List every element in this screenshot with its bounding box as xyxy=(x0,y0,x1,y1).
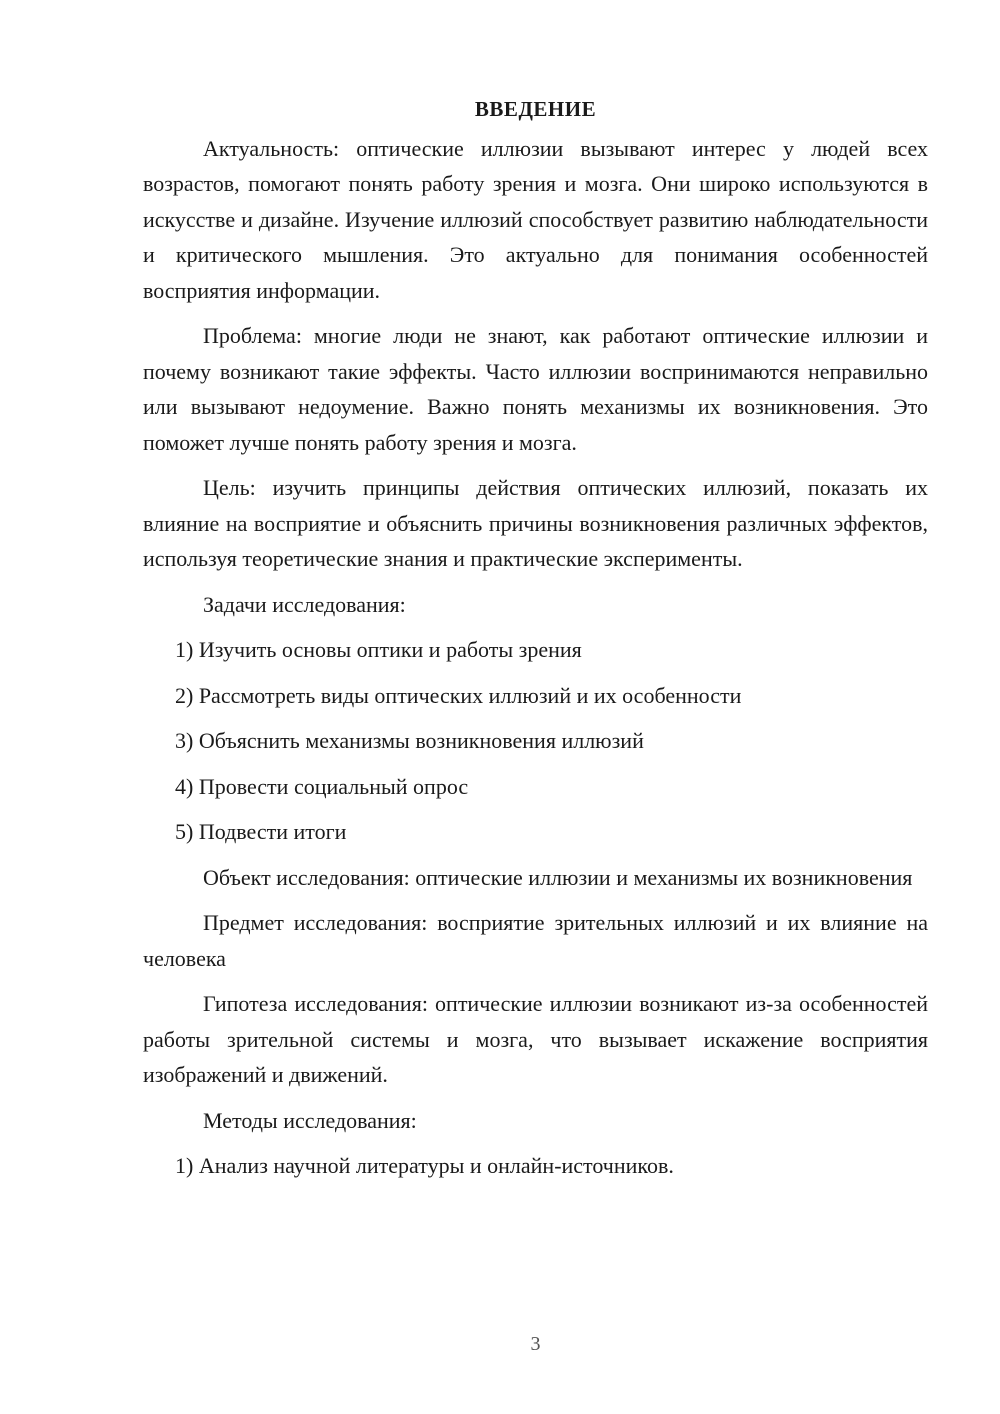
list-item: 5) Подвести итоги xyxy=(175,819,347,844)
goal-paragraph: Цель: изучить принципы действия оптических иллюзий, показать их влияние на восприятие и объяснить причины возникновения различных эффектов, используя теоретические знания и практические эксперименты. xyxy=(143,475,928,571)
subject-paragraph: Предмет исследования: восприятие зрительных иллюзий и их влияние на человека xyxy=(143,910,928,971)
section-heading: ВВЕДЕНИЕ xyxy=(474,97,597,121)
problem-paragraph: Проблема: многие люди не знают, как работают оптические иллюзии и почему возникают такие эффекты. Часто иллюзии воспринимаются неправильно или вызывают недоумение. Важно понять механизмы их возникновения. Это поможет лучше понять работу зрения и мозга. xyxy=(143,323,928,455)
list-item: 4) Провести социальный опрос xyxy=(175,773,469,799)
list-item: 1) Изучить основы оптики и работы зрения xyxy=(175,637,582,662)
relevance-paragraph: Актуальность: оптические иллюзии вызывают интерес у людей всех возрастов, помогают понять работу зрения и мозга. Они широко используются в искусстве и дизайне. Изучение иллюзий способствует развитию наблюдательности и критического мышления. Это актуально для понимания особенностей восприятия информации. xyxy=(143,135,928,303)
page-number: 3 xyxy=(530,1333,541,1355)
list-item: 3) Объяснить механизмы возникновения иллюзий xyxy=(175,728,644,753)
methods-list xyxy=(143,1148,928,1184)
hypothesis-paragraph: Гипотеза исследования: оптические иллюзии возникают из-за особенностей работы зрительной системы и мозга, что вызывает искажение восприятия изображений и движений. xyxy=(143,991,928,1087)
tasks-label: Задачи исследования: xyxy=(203,591,406,617)
object-paragraph: Объект исследования: оптические иллюзии и механизмы их возникновения xyxy=(203,864,913,890)
methods-label: Методы исследования: xyxy=(203,1107,417,1133)
list-item: 2) Рассмотреть виды оптических иллюзий и их особенности xyxy=(175,682,742,708)
list-item: 1) Анализ научной литературы и онлайн-источников. xyxy=(175,1153,674,1178)
document-page xyxy=(143,92,928,1194)
tasks-list xyxy=(143,632,928,850)
